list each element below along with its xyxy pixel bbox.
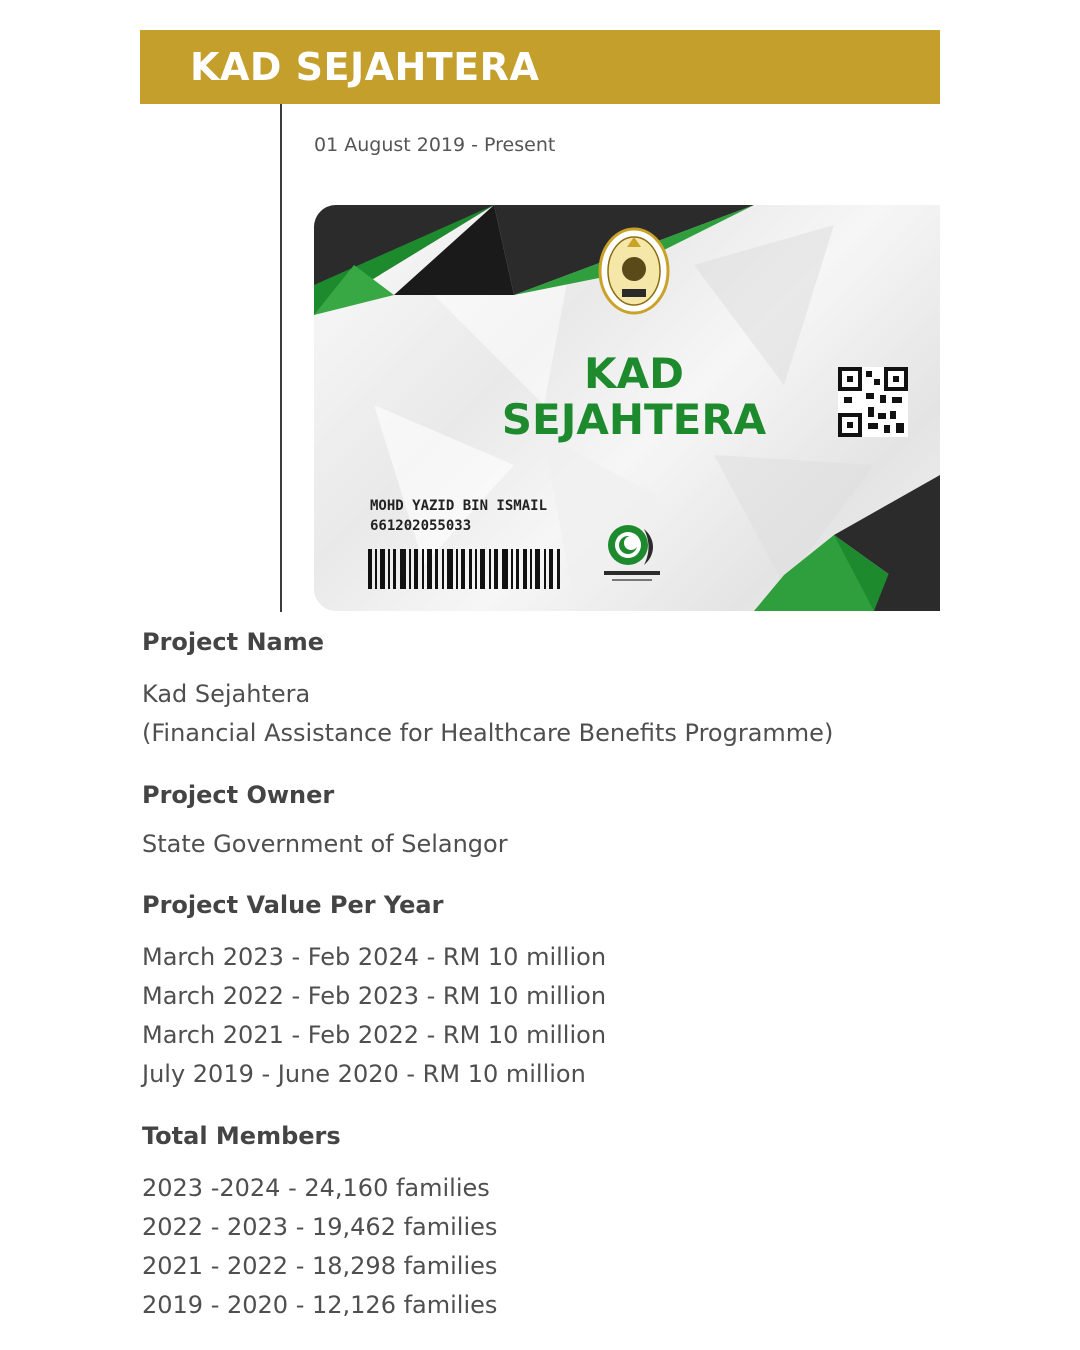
date-range: 01 August 2019 - Present <box>314 134 556 156</box>
card-title <box>464 351 804 443</box>
project-owner-value: State Government of Selangor <box>142 830 508 858</box>
list-item: March 2023 - Feb 2024 - RM 10 million <box>142 943 607 971</box>
terengganu-logo-icon <box>598 521 678 591</box>
qr-code-icon <box>838 367 908 437</box>
card-title-line2: SEJAHTERA <box>501 395 767 444</box>
project-value-label: Project Value Per Year <box>142 891 444 919</box>
project-name-description: (Financial Assistance for Healthcare Benefits Programme) <box>142 719 834 747</box>
list-item: July 2019 - June 2020 - RM 10 million <box>142 1060 586 1088</box>
project-value-list <box>142 938 606 1094</box>
total-members-label: Total Members <box>142 1122 341 1150</box>
list-item: 2023 -2024 - 24,160 families <box>142 1174 490 1202</box>
crest-emblem-icon <box>597 227 671 319</box>
list-item: March 2021 - Feb 2022 - RM 10 million <box>142 1021 607 1049</box>
card-title-line1: KAD <box>584 349 684 398</box>
membership-card-image <box>314 205 940 611</box>
project-owner-label: Project Owner <box>142 781 335 809</box>
project-name-line: Kad Sejahtera <box>142 680 311 708</box>
total-members-list <box>142 1169 497 1325</box>
list-item: March 2022 - Feb 2023 - RM 10 million <box>142 982 607 1010</box>
list-item: 2019 - 2020 - 12,126 families <box>142 1291 498 1319</box>
card-holder-name: MOHD YAZID BIN ISMAIL <box>370 498 548 514</box>
list-item: 2022 - 2023 - 19,462 families <box>142 1213 498 1241</box>
project-name-label: Project Name <box>142 628 325 656</box>
card-holder-id: 661202055033 <box>370 518 472 534</box>
banner-title: KAD SEJAHTERA <box>190 45 540 89</box>
list-item: 2021 - 2022 - 18,298 families <box>142 1252 498 1280</box>
section-banner <box>140 30 940 104</box>
barcode-icon <box>368 549 564 589</box>
timeline-line <box>280 104 282 612</box>
project-name-value <box>142 675 833 753</box>
